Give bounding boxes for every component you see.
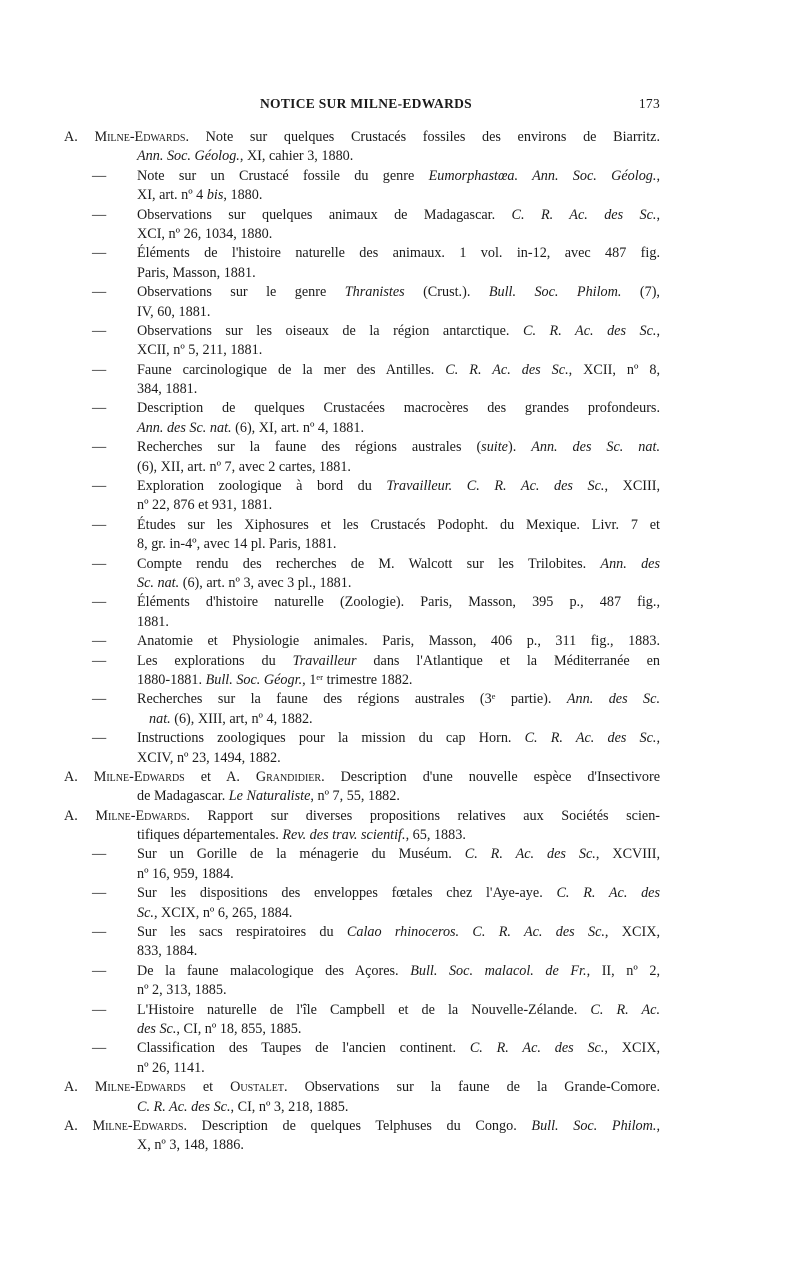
ditto-dash: — bbox=[92, 322, 107, 339]
author-name: Milne-Edwards bbox=[95, 807, 187, 824]
text-segment: dans l'Atlantique et la Méditerranée en bbox=[356, 652, 660, 669]
entry-line bbox=[64, 1001, 660, 1020]
text-segment: , CI, nº 3, 218, 1885. bbox=[230, 1098, 349, 1115]
entry-line bbox=[64, 206, 660, 225]
author-line bbox=[64, 1117, 660, 1136]
text-segment: . Observations sur la faune de la Grande-Comore. bbox=[284, 1079, 660, 1096]
text-segment: , 1ᵉʳ trimestre 1882. bbox=[302, 671, 413, 688]
entry-line bbox=[64, 923, 660, 942]
continuation-line bbox=[64, 186, 660, 205]
text-segment: XCI, nº 26, 1034, 1880. bbox=[137, 225, 273, 242]
text-segment: Recherches sur la faune des régions australes ( bbox=[137, 439, 482, 456]
entry-line bbox=[64, 962, 660, 981]
journal-title: des Sc. bbox=[137, 1020, 177, 1037]
text-segment: , CI, nº 18, 855, 1885. bbox=[176, 1020, 302, 1037]
entry-line bbox=[64, 283, 660, 302]
text-segment: Observations sur quelques animaux de Madagascar. bbox=[137, 206, 512, 223]
continuation-line bbox=[64, 303, 660, 322]
entry-line bbox=[64, 516, 660, 535]
text-segment: , bbox=[656, 1117, 660, 1134]
text-segment: Sur les sacs respiratoires du bbox=[137, 924, 347, 941]
text-segment: Compte rendu des recherches de M. Walcott sur les Trilobites. bbox=[137, 555, 601, 572]
continuation-line bbox=[64, 904, 660, 923]
text-segment: Description de quelques Crustacées macrocères des grandes profondeurs. bbox=[137, 400, 660, 417]
ditto-dash: — bbox=[92, 400, 107, 417]
journal-title: Travailleur bbox=[292, 652, 357, 669]
ditto-dash: — bbox=[92, 167, 107, 184]
entry-line bbox=[64, 652, 660, 671]
text-segment: (6), art. nº 3, avec 3 pl., 1881. bbox=[179, 574, 352, 591]
text-segment: Recherches sur la faune des régions australes (3ᵉ partie). bbox=[137, 691, 567, 708]
journal-title: bis bbox=[206, 187, 224, 204]
text-segment: . Note sur quelques Crustacés fossiles des environs de Biarritz. bbox=[185, 129, 660, 145]
text-segment: X, nº 3, 148, 1886. bbox=[137, 1137, 244, 1154]
text-segment: Anatomie et Physiologie animales. Paris, Masson, 406 p., 311 fig., 1883. bbox=[137, 633, 660, 650]
ditto-dash: — bbox=[92, 1040, 107, 1057]
journal-title: C. R. Ac. bbox=[590, 1001, 660, 1018]
text-segment: A. bbox=[64, 807, 96, 824]
bibliography-list bbox=[64, 128, 660, 1156]
journal-title: Ann. des bbox=[600, 555, 660, 572]
text-segment: , XCIII, bbox=[604, 478, 660, 495]
text-segment: ). bbox=[507, 439, 532, 456]
text-segment: , XCII, nº 8, bbox=[568, 361, 660, 378]
text-segment: , II, nº 2, bbox=[586, 962, 660, 979]
text-segment: Paris, Masson, 1881. bbox=[137, 264, 256, 281]
entry-line bbox=[64, 555, 660, 574]
entry-line bbox=[64, 244, 660, 263]
text-segment: (Crust.). bbox=[404, 284, 489, 301]
text-segment: de Madagascar. bbox=[137, 788, 229, 805]
continuation-line bbox=[64, 749, 660, 768]
author-name: Grandidier bbox=[255, 768, 322, 785]
text-segment: Instructions zoologiques pour la mission du cap Horn. bbox=[137, 730, 525, 747]
ditto-dash: — bbox=[92, 633, 107, 650]
journal-title: Bull. Soc. malacol. de Fr. bbox=[410, 962, 587, 979]
text-segment: Observations sur le genre bbox=[137, 284, 345, 301]
journal-title: C. R. Ac. des Sc. bbox=[523, 322, 657, 339]
entry-line bbox=[64, 438, 660, 457]
journal-title: Thranistes bbox=[344, 284, 405, 301]
text-segment: Observations sur les oiseaux de la région antarctique. bbox=[137, 322, 523, 339]
entry-line bbox=[64, 632, 660, 651]
text-segment: Faune carcinologique de la mer des Antilles. bbox=[137, 361, 446, 378]
author-line bbox=[64, 768, 660, 787]
ditto-dash: — bbox=[92, 885, 107, 902]
author-line bbox=[64, 1078, 660, 1097]
text-segment: 384, 1881. bbox=[137, 381, 198, 398]
continuation-line bbox=[64, 865, 660, 884]
entry-line bbox=[64, 167, 660, 186]
entry-line bbox=[64, 1039, 660, 1058]
text-segment: (6), XIII, art, nº 4, 1882. bbox=[170, 710, 313, 727]
text-segment: , 1880. bbox=[223, 187, 263, 204]
continuation-line bbox=[64, 574, 660, 593]
ditto-dash: — bbox=[92, 361, 107, 378]
text-segment: , XCIX, bbox=[604, 1040, 660, 1057]
continuation-line bbox=[64, 496, 660, 515]
continuation-line bbox=[64, 942, 660, 961]
entry-line bbox=[64, 593, 660, 612]
ditto-dash: — bbox=[92, 594, 107, 611]
continuation-line bbox=[64, 264, 660, 283]
journal-title: C. R. Ac. des Sc. bbox=[511, 206, 657, 223]
journal-title: Rev. des trav. scientif. bbox=[282, 827, 406, 844]
page-number: 173 bbox=[638, 96, 660, 111]
ditto-dash: — bbox=[92, 439, 107, 456]
ditto-dash: — bbox=[92, 245, 107, 262]
continuation-line bbox=[64, 1098, 660, 1117]
continuation-line bbox=[64, 1020, 660, 1039]
text-segment: A. bbox=[64, 1117, 93, 1134]
continuation-line bbox=[64, 225, 660, 244]
entry-line bbox=[64, 729, 660, 748]
continuation-line bbox=[64, 710, 660, 729]
author-name: Milne-Edwards bbox=[94, 129, 186, 145]
journal-title: Bull. Soc. Philom. bbox=[488, 284, 622, 301]
text-segment: 8, gr. in-4º, avec 14 pl. Paris, 1881. bbox=[137, 536, 337, 553]
entry-line bbox=[64, 477, 660, 496]
ditto-dash: — bbox=[92, 1001, 107, 1018]
text-segment: 833, 1884. bbox=[137, 943, 198, 960]
journal-title: C. R. Ac. des Sc. bbox=[445, 361, 569, 378]
author-name: Milne-Edwards bbox=[92, 1117, 184, 1134]
text-segment: A. bbox=[64, 1079, 95, 1096]
journal-title: nat. bbox=[149, 710, 171, 727]
continuation-line bbox=[64, 981, 660, 1000]
author-name: Milne-Edwards bbox=[93, 768, 185, 785]
journal-title: Sc. bbox=[137, 904, 154, 921]
entry-line bbox=[64, 399, 660, 418]
text-segment: IV, 60, 1881. bbox=[137, 303, 211, 320]
running-title: NOTICE SUR MILNE-EDWARDS bbox=[260, 96, 472, 111]
text-segment: (6), XI, art. nº 4, 1881. bbox=[231, 419, 365, 436]
text-segment: A. bbox=[64, 129, 95, 145]
text-segment: Classification des Taupes de l'ancien continent. bbox=[137, 1040, 470, 1057]
journal-title: Ann. Soc. Géolog. bbox=[137, 148, 240, 165]
continuation-line bbox=[64, 787, 660, 806]
entry-line bbox=[64, 361, 660, 380]
ditto-dash: — bbox=[92, 555, 107, 572]
continuation-line bbox=[64, 535, 660, 554]
text-segment: , bbox=[656, 322, 660, 339]
continuation-line bbox=[64, 671, 660, 690]
ditto-dash: — bbox=[92, 846, 107, 863]
entry-line bbox=[64, 322, 660, 341]
text-segment: . Rapport sur diverses propositions relatives aux Sociétés scien- bbox=[186, 807, 660, 824]
journal-title: Bull. Soc. Philom. bbox=[531, 1117, 657, 1134]
text-segment: tifiques départementales. bbox=[137, 827, 283, 844]
journal-title: Bull. Soc. Géogr. bbox=[205, 671, 303, 688]
ditto-dash: — bbox=[92, 652, 107, 669]
journal-title: C. R. Ac. des Sc. bbox=[137, 1098, 231, 1115]
text-segment: , 65, 1883. bbox=[405, 827, 466, 844]
ditto-dash: — bbox=[92, 478, 107, 495]
author-line bbox=[64, 807, 660, 826]
journal-title: Travailleur. C. R. Ac. des Sc. bbox=[386, 478, 605, 495]
journal-title: Ann. des Sc. nat. bbox=[531, 439, 660, 456]
journal-title: Sc. nat. bbox=[137, 574, 180, 591]
entry-line bbox=[64, 845, 660, 864]
text-segment: et A. bbox=[184, 768, 256, 785]
text-segment: XCIV, nº 23, 1494, 1882. bbox=[137, 749, 281, 766]
text-segment: Sur les dispositions des enveloppes fœtales chez l'Aye-aye. bbox=[137, 885, 557, 902]
text-segment: nº 22, 876 et 931, 1881. bbox=[137, 497, 273, 514]
text-segment: , XCIX, nº 6, 265, 1884. bbox=[153, 904, 293, 921]
journal-title: C. R. Ac. des Sc. bbox=[524, 730, 657, 747]
text-segment: L'Histoire naturelle de l'île Campbell et de la Nouvelle-Zélande. bbox=[137, 1001, 591, 1018]
ditto-dash: — bbox=[92, 516, 107, 533]
continuation-line bbox=[64, 458, 660, 477]
text-segment: XCII, nº 5, 211, 1881. bbox=[137, 342, 263, 359]
journal-title: Eumorphastœa. Ann. Soc. Géolog. bbox=[428, 167, 657, 184]
author-line bbox=[64, 128, 660, 147]
text-segment: (6), XII, art. nº 7, avec 2 cartes, 1881. bbox=[137, 458, 351, 475]
text-segment: Éléments d'histoire naturelle (Zoologie). Paris, Masson, 395 p., 487 fig., bbox=[137, 594, 660, 611]
ditto-dash: — bbox=[92, 691, 107, 708]
text-segment: , nº 7, 55, 1882. bbox=[310, 788, 400, 805]
text-segment: XI, art. nº 4 bbox=[137, 187, 207, 204]
text-segment: . Description de quelques Telphuses du Congo. bbox=[183, 1117, 532, 1134]
text-segment: nº 26, 1141. bbox=[137, 1059, 205, 1076]
entry-line bbox=[64, 884, 660, 903]
text-segment: . Description d'une nouvelle espèce d'Insectivore bbox=[321, 768, 660, 785]
text-segment: , XI, cahier 3, 1880. bbox=[239, 148, 354, 165]
journal-title: C. R. Ac. des Sc. bbox=[464, 846, 596, 863]
text-segment: Exploration zoologique à bord du bbox=[137, 478, 387, 495]
ditto-dash: — bbox=[92, 962, 107, 979]
text-segment: (7), bbox=[621, 284, 660, 301]
text-segment: , bbox=[656, 167, 660, 184]
continuation-line bbox=[64, 341, 660, 360]
journal-title: Ann. des Sc. bbox=[566, 691, 660, 708]
text-segment: Les explorations du bbox=[137, 652, 293, 669]
continuation-line bbox=[64, 613, 660, 632]
journal-title: suite bbox=[481, 439, 508, 456]
continuation-line bbox=[64, 419, 660, 438]
author-name: Oustalet bbox=[230, 1079, 284, 1096]
text-segment: 1880-1881. bbox=[137, 671, 206, 688]
text-segment: et bbox=[185, 1079, 231, 1096]
ditto-dash: — bbox=[92, 730, 107, 747]
text-segment: Note sur un Crustacé fossile du genre bbox=[137, 167, 429, 184]
text-segment: Éléments de l'histoire naturelle des animaux. 1 vol. in-12, avec 487 fig. bbox=[137, 245, 660, 262]
journal-title: Ann. des Sc. nat. bbox=[137, 419, 232, 436]
running-header bbox=[60, 96, 660, 116]
text-segment: 1881. bbox=[137, 613, 169, 630]
ditto-dash: — bbox=[92, 206, 107, 223]
ditto-dash: — bbox=[92, 284, 107, 301]
text-segment: , XCVIII, bbox=[595, 846, 660, 863]
text-segment: A. bbox=[64, 768, 94, 785]
text-segment: nº 2, 313, 1885. bbox=[137, 982, 227, 999]
journal-title: Calao rhinoceros. C. R. Ac. des Sc. bbox=[346, 924, 605, 941]
entry-line bbox=[64, 690, 660, 709]
text-segment: De la faune malacologique des Açores. bbox=[137, 962, 411, 979]
text-segment: , bbox=[656, 206, 660, 223]
continuation-line bbox=[64, 1059, 660, 1078]
continuation-line bbox=[64, 380, 660, 399]
text-segment: nº 16, 959, 1884. bbox=[137, 865, 234, 882]
continuation-line bbox=[64, 826, 660, 845]
text-segment: Études sur les Xiphosures et les Crustacés Podopht. du Mexique. Livr. 7 et bbox=[137, 516, 660, 533]
continuation-line bbox=[64, 1136, 660, 1155]
journal-title: C. R. Ac. des Sc. bbox=[469, 1040, 605, 1057]
ditto-dash: — bbox=[92, 924, 107, 941]
text-segment: Sur un Gorille de la ménagerie du Muséum. bbox=[137, 846, 465, 863]
text-segment: , XCIX, bbox=[604, 924, 660, 941]
continuation-line bbox=[64, 147, 660, 166]
author-name: Milne-Edwards bbox=[94, 1079, 186, 1096]
text-segment: , bbox=[656, 730, 660, 747]
journal-title: Le Naturaliste bbox=[228, 788, 311, 805]
journal-title: C. R. Ac. des bbox=[556, 885, 660, 902]
